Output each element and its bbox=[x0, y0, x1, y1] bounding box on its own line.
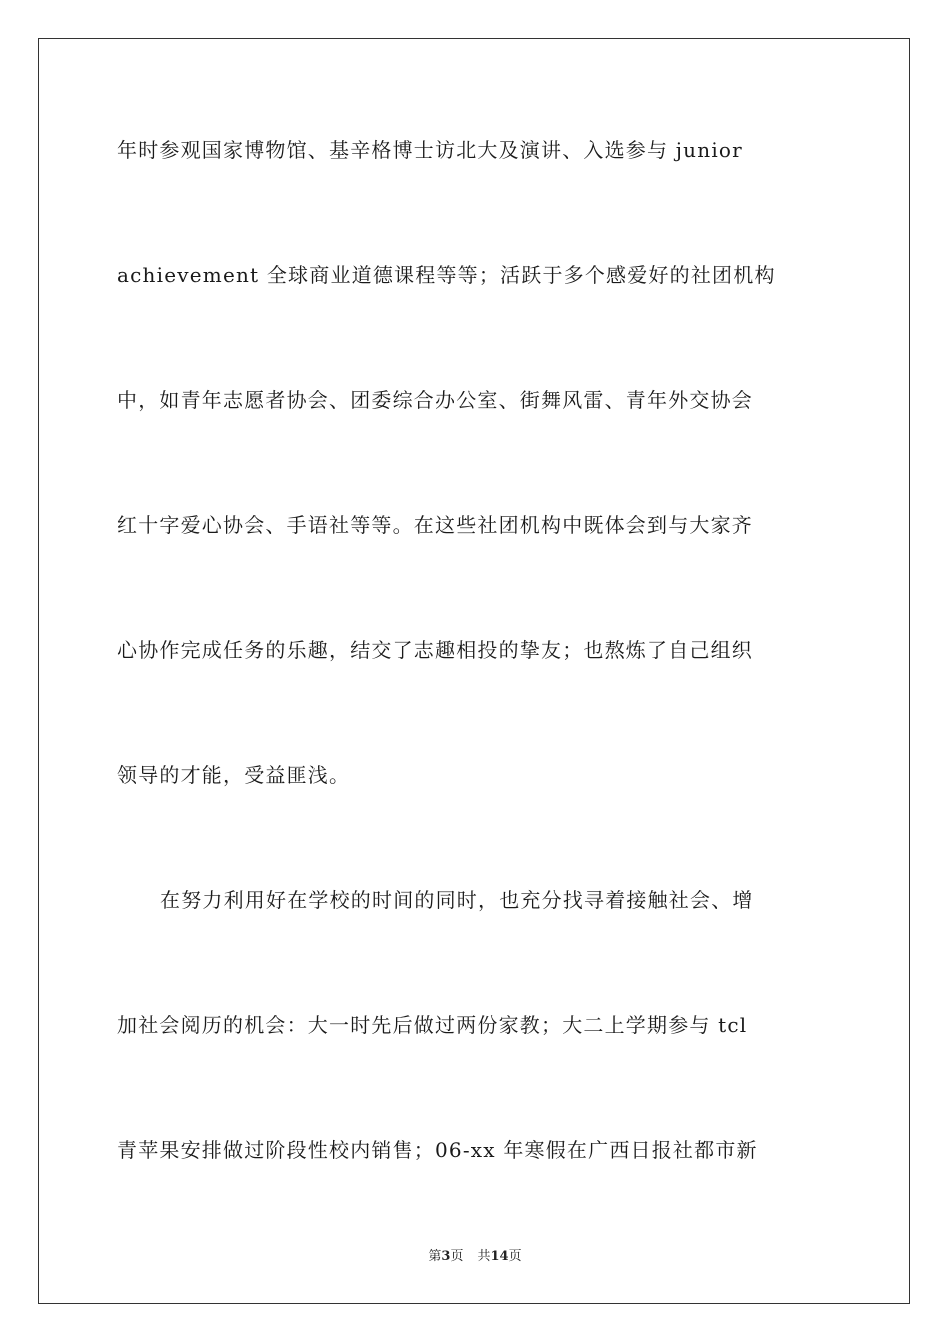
total-prefix: 共 bbox=[477, 1249, 491, 1264]
paragraph-first-line: 在努力利用好在学校的时间的同时，也充分找寻着接触社会、增 bbox=[160, 888, 754, 912]
text-line: 心协作完成任务的乐趣，结交了志趣相投的挚友；也熬炼了自己组织 bbox=[117, 638, 753, 662]
text-line: 中，如青年志愿者协会、团委综合办公室、街舞风雷、青年外交协会 bbox=[117, 388, 753, 412]
text-line: 青苹果安排做过阶段性校内销售；06-xx 年寒假在广西日报社都市新 bbox=[117, 1138, 758, 1162]
text-line: 年时参观国家博物馆、基辛格博士访北大及演讲、入选参与 junior bbox=[117, 138, 743, 162]
text-line: 领导的才能，受益匪浅。 bbox=[117, 763, 351, 787]
page-footer bbox=[0, 1248, 950, 1266]
total-suffix: 页 bbox=[508, 1249, 522, 1264]
text-line: 红十字爱心协会、手语社等等。在这些社团机构中既体会到与大家齐 bbox=[117, 513, 753, 537]
page-border bbox=[38, 38, 910, 1304]
page-suffix: 页 bbox=[450, 1249, 464, 1264]
total-pages: 14 bbox=[490, 1249, 509, 1264]
text-line: achievement 全球商业道德课程等等；活跃于多个感爱好的社团机构 bbox=[117, 263, 776, 287]
text-line: 加社会阅历的机会：大一时先后做过两份家教；大二上学期参与 tcl bbox=[117, 1013, 748, 1037]
page-number: 3 bbox=[441, 1249, 451, 1264]
page-prefix: 第 bbox=[428, 1249, 442, 1264]
